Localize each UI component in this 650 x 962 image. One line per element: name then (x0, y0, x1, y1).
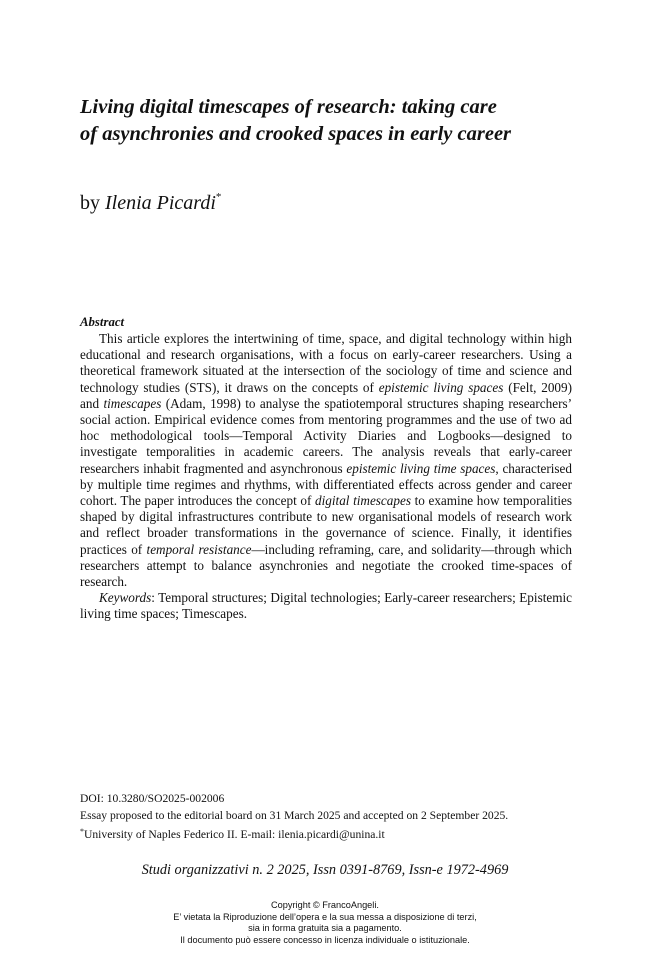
abstract-text-run: (Felt, 2009) and (80, 379, 572, 411)
copyright-notice (0, 900, 650, 946)
essay-note: Essay proposed to the editorial board on 31 March 2025 and accepted on 2 September 2025. (80, 808, 509, 822)
abstract-paragraph (80, 331, 572, 590)
abstract-italic-term: temporal resistance (146, 541, 252, 557)
abstract-italic-term: epistemic living time spaces (346, 460, 496, 476)
abstract-text-run: , characterised by multiple time regimes and rhythms, with differentiated effects across gender and career cohort. The paper introduces the concept of (80, 460, 572, 509)
abstract-italic-term: epistemic living spaces (378, 379, 504, 395)
byline (80, 184, 221, 216)
affiliation-mark: * (80, 827, 84, 836)
abstract-text-run: —including reframing, care, and solidarity—through which researchers attempt to balance asynchronies and negotiate the crooked time-spaces of research. (80, 541, 572, 590)
affiliation-note (80, 824, 580, 844)
copyright-line-1: Copyright © FrancoAngeli. (271, 900, 379, 910)
doi-line: DOI: 10.3280/SO2025-002006 (80, 792, 225, 805)
by-label: by (80, 192, 100, 214)
title-line-1: Living digital timescapes of research: taking care (80, 96, 497, 118)
keywords-text: : Temporal structures; Digital technologies; Early-career researchers; Epistemic living time spaces; Timescapes. (80, 590, 572, 622)
copyright-line-2: E’ vietata la Riproduzione dell’opera e la sua messa a disposizione di terzi, (173, 911, 477, 922)
author-footnote-mark: * (215, 191, 222, 203)
abstract-italic-term: timescapes (103, 395, 162, 411)
abstract-text-run: to examine how temporalities shaped by digital infrastructures contribute to new organisational models of research work and reflect broader transformations in the governance of science. Finally, it identifies practices of (80, 493, 572, 557)
journal-citation: Studi organizzativi n. 2 2025, Issn 0391-8769, Issn-e 1972-4969 (141, 862, 509, 878)
abstract-text-run: This article explores the intertwining of time, space, and digital technology within high educational and research organisations, with a focus on early-career researchers. Using a theoretical framework situated at the intersection of the sociology of time and science and technology studies (STS), it draws on the concepts of (80, 331, 572, 395)
copyright-line-3: sia in forma gratuita sia a pagamento. (248, 923, 402, 934)
abstract-italic-term: digital timescapes (315, 493, 411, 509)
keywords-paragraph (80, 590, 572, 622)
abstract-body (80, 331, 572, 623)
footnotes (80, 791, 580, 844)
copyright-line-4: Il documento può essere concesso in licenza individuale o istituzionale. (180, 934, 470, 945)
title-line-2: of asynchronies and crooked spaces in early career (80, 123, 512, 145)
abstract-text-run: (Adam, 1998) to analyse the spatiotemporal structures shaping researchers’ social action. Empirical evidence comes from mentoring programmes and the use of two ad hoc methodological tools—Temporal Activity Diaries and Logbooks—designed to investigate temporalities in academic careers. The analysis reveals that early-career researchers inhabit fragmented and asynchronous (80, 395, 573, 476)
paper-title (80, 94, 580, 148)
abstract-heading: Abstract (80, 315, 125, 329)
keywords-label: Keywords (99, 590, 152, 606)
affiliation-text: University of Naples Federico II. E-mail: ilenia.picardi@unina.it (84, 828, 385, 841)
author-name: Ilenia Picardi (105, 192, 216, 214)
